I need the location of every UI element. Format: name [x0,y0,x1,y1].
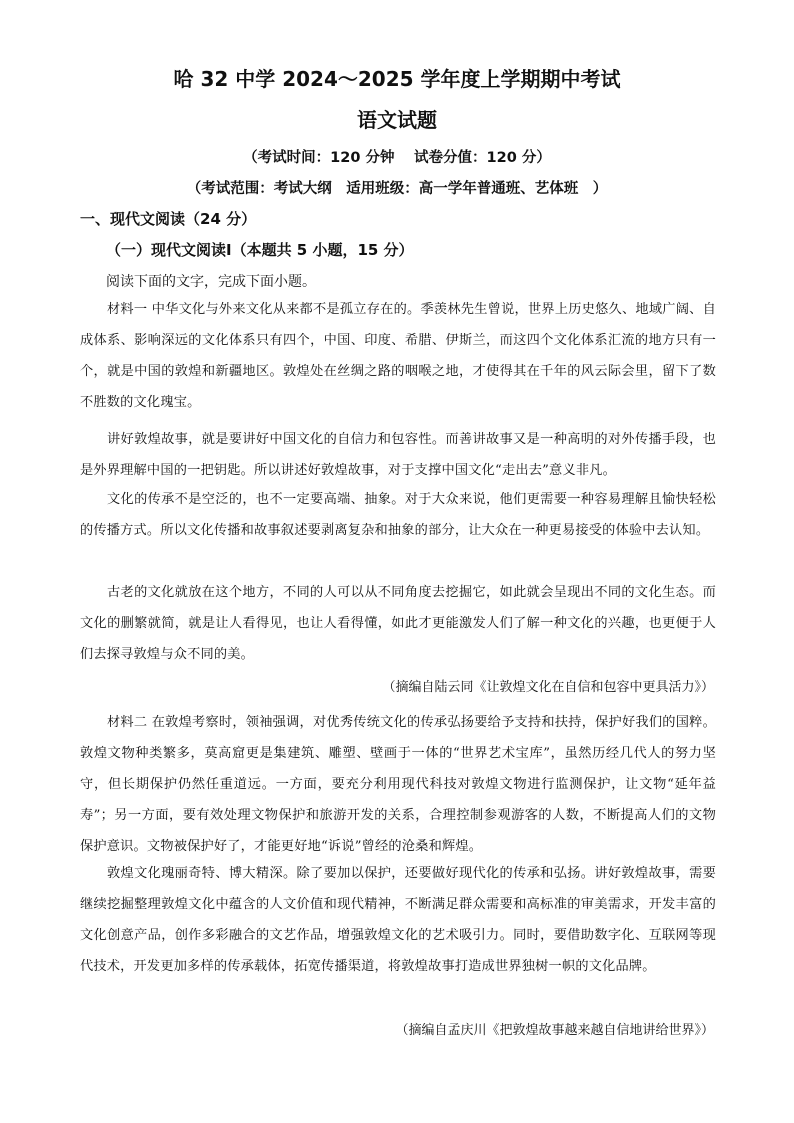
material-one-paragraph: 古老的文化就放在这个地方，不同的人可以从不同角度去挖掘它，如此就会呈现出不同的文化生态。而文化的删繁就简，就是让人看得见，也让人看得懂，如此才更能激发人们了解一种文化的兴趣，也更便于人们去探寻敦煌与众不同的美。 [80,585,716,662]
subject-title: 语文试题 [357,108,437,132]
material-one-source: （摘编自陆云同《让敦煌文化在自信和包容中更具活力》） [382,680,714,695]
material-one-paragraph: 材料一 中华文化与外来文化从来都不是孤立存在的。季羡林先生曾说，世界上历史悠久、地域广阔、自成体系、影响深远的文化体系只有四个，中国、印度、希腊、伊斯兰，而这四个文化体系汇流的地方只有一个，就是中国的敦煌和新疆地区。敦煌处在丝绸之路的咽喉之地，才使得其在千年的风云际会里，留下了数不胜数的文化瑰宝。 [80,302,716,410]
sub-section-heading: （一）现代文阅读Ⅰ（本题共 5 小题，15 分） [106,241,414,259]
material-one-paragraph: 文化的传承不是空泛的，也不一定要高端、抽象。对于大众来说，他们更需要一种容易理解且愉快轻松的传播方式。所以文化传播和故事叙述要剥离复杂和抽象的部分，让大众在一种更易接受的体验中去认知。 [80,492,716,538]
section-heading: 一、现代文阅读（24 分） [80,210,257,228]
scope-info: （考试范围：考试大纲 适用班级：高一学年普通班、艺体班 ） [186,181,608,197]
material-one-paragraph: 讲好敦煌故事，就是要讲好中国文化的自信力和包容性。而善讲故事又是一种高明的对外传播手段，也是外界理解中国的一把钥匙。所以讲述好敦煌故事，对于支撑中国文化“走出去”意义非凡。 [80,432,716,478]
time-info: （考试时间：120 分钟 试卷分值：120 分） [243,150,551,166]
reading-instruction: 阅读下面的文字，完成下面小题。 [106,274,316,290]
material-two-paragraph: 材料二 在敦煌考察时，领袖强调，对优秀传统文化的传承弘扬要给予支持和扶持，保护好我们的国粹。敦煌文物种类繁多，莫高窟更是集建筑、雕塑、壁画于一体的“世界艺术宝库”，虽然历经几代人的努力坚守，但长期保护仍然任重道远。一方面，要充分利用现代科技对敦煌文物进行监测保护，让文物“延年益寿”；另一方面，要有效处理文物保护和旅游开发的关系，合理控制参观游客的人数，不断提高人们的文物保护意识。文物被保护好了，才能更好地“诉说”曾经的沧桑和辉煌。 [80,715,716,854]
material-two-source: （摘编自孟庆川《把敦煌故事越来越自信地讲给世界》） [395,1023,714,1038]
exam-title: 哈 32 中学 2024～2025 学年度上学期期中考试 [173,67,621,91]
material-two-paragraph: 敦煌文化瑰丽奇特、博大精深。除了要加以保护，还要做好现代化的传承和弘扬。讲好敦煌故事，需要继续挖掘整理敦煌文化中蕴含的人文价值和现代精神，不断满足群众需要和高标准的审美需求，开发丰富的文化创意产品，创作多彩融合的文艺作品，增强敦煌文化的艺术吸引力。同时，要借助数字化、互联网等现代技术，开发更加多样的传承载体，拓宽传播渠道，将敦煌故事打造成世界独树一帜的文化品牌。 [80,866,716,974]
